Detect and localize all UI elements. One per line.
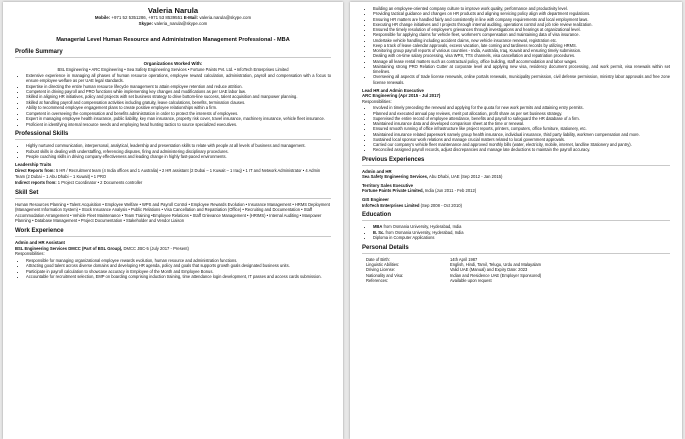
- detail-key: References:: [366, 278, 389, 284]
- arc-bullets: [362, 105, 670, 152]
- education-bullets: [362, 224, 670, 240]
- section-divider: [15, 57, 331, 58]
- work-bullets: [15, 258, 331, 280]
- responsibilities-label: Responsibilities:: [362, 98, 392, 104]
- list-item: • Manage all lease rental matters such as contractual policy, office building, staff accommodation and labor wages.: [373, 59, 670, 64]
- skype-label: Skype:: [138, 21, 154, 26]
- section-divider: [362, 220, 670, 221]
- list-item: [373, 235, 670, 240]
- indirect-reports: [15, 180, 331, 186]
- section-title-education: Education: [362, 212, 392, 219]
- table-row: [366, 278, 541, 283]
- job-company: BSL Engineering Services DMCC (Part of BSL Group),: [15, 245, 123, 251]
- list-item: • Expertise in directing the entire human resource lifecycle management to attain employee retention and reduce attrition.: [26, 84, 331, 89]
- section-title-personal-details: Personal Details: [362, 244, 409, 251]
- list-item: • Undertake vehicle handling including accident claims, new vehicle insurance renewal, registration etc.: [373, 38, 670, 43]
- section-title-skill-set: Skill Set: [15, 189, 39, 196]
- list-item: • Skilled in aligning HR initiatives, policy and projects with set business strategy to drive bottom-line success, talent acquisition and manpower planning.: [26, 94, 331, 99]
- indirect-reports-value: 1 Project Coordinator • 2 Documents controller: [57, 180, 143, 186]
- list-item: • Highly nurtured communication, interpersonal, analytical, leadership and presentation skills to relate with people at all levels of business and management.: [26, 143, 331, 148]
- arc-role: Lead HR and Admin Executive: [362, 87, 424, 93]
- skype-line: [15, 21, 331, 27]
- list-item: • Responsible for managing organizational employee rewards evolution, human resource and administration functions.: [26, 258, 331, 263]
- section-divider: [15, 139, 331, 140]
- indirect-reports-label: Indirect reports from:: [15, 180, 57, 186]
- prev-role: GIS Engineer: [362, 197, 389, 203]
- degree-name: B. Sc.: [373, 229, 385, 235]
- detail-key: Driving License:: [366, 267, 396, 273]
- detail-value: English, Hindi, Tamil, Telugu, Urdu and Malayalam: [450, 262, 542, 268]
- list-item: • Attracting good talent across diverse domains and developing HR agenda, policy and goals that supports growth goals designated business units.: [26, 263, 331, 268]
- skill-set-text: Human Resources Planning • Talent Acquisition • Employee Welfare • WPS and Payroll Control • Employee Rewards Evolution • Insurance Management • HRMS Deployment (Management Information System) • Stock Insurance Analysis • Public Relations • Visa Cancellation and Repatriation (Office) • Recruiting and Documentation • Staff Accommodation Arrangement • Vehicle Fleet Maintenance • Team Training •Employee Relations • Staff Grievance Management • (HRIMS) • Internal Auditing • Manpower Planning • Database Management • Project Documentation • Stakeholder and Vendor Liaison: [15, 201, 330, 224]
- list-item: • Ability to recommend employee engagement plans to create positive employee relationships within a firm.: [26, 105, 331, 110]
- prev-company-detail: India (Jun 2011 - Feb 2012): [424, 188, 477, 194]
- section-divider: [15, 198, 331, 199]
- degree-detail: from Osmania University, Hyderabad, India: [383, 224, 462, 230]
- prev-role: Territory Sales Executive: [362, 182, 414, 188]
- candidate-name: Valeria Narula: [147, 6, 199, 15]
- section-title-leadership: Leadership Traits: [15, 162, 52, 168]
- degree-name: MBA: [373, 224, 383, 230]
- section-title-professional-skills: Professional Skills: [15, 131, 69, 138]
- email-value[interactable]: valeria.narula@skype.com: [199, 15, 252, 20]
- prev-company: Fortune Paints Private Limited,: [362, 188, 424, 194]
- list-item: • Expert in managing employee health insurance, public liability, key man insurance, property risk cover, travel insurance, machinery insurance, vehicle fleet insurance.: [26, 116, 331, 121]
- list-item: • Competent in driving payroll and PRO functions while implementing key changes and modifications as per UAE labor law.: [26, 89, 331, 94]
- organizations-title: Organizations Worked With:: [143, 61, 203, 66]
- list-item: • Participate in payroll calculation to showcase accuracy in Employee of the Month and Employee Bonus.: [26, 269, 331, 274]
- section-title-previous-experiences: Previous Experiences: [362, 156, 425, 163]
- list-item: • Building an employee-oriented company culture to improve work quality, performance and productivity level.: [373, 6, 670, 11]
- detail-value: Indian and Residence UAE (Employer Sponsored): [450, 272, 542, 278]
- mobile-label: Mobile:: [94, 15, 111, 20]
- prev-role: Admin and HR: [362, 168, 392, 174]
- detail-key: Linguistic Abilities:: [366, 262, 400, 268]
- section-divider: [362, 253, 670, 254]
- direct-reports-value: 5 HR / Recruitment team (4 India offices and 1 Australia) • 2 HR assistant (2 Dubai – 1 Kuwait – 1 Iraq) • 1 IT and Network Administrator • 4 Admin Team (2 Dubai – 1 Abu Dhabi – 1 Kuwait) • 1 PRO: [15, 168, 321, 179]
- list-item: • Involved in timely preceding the renewal and applying for the quota for new work permits and attaining entry permits.: [373, 105, 670, 110]
- skype-value: valeria_narula@skype.com: [154, 21, 208, 26]
- list-item: • Maintaining strong PRO Relation Cutter at corporate level and applying new visa, residency document processing, and work permit, visa renewals within set timelines.: [373, 64, 670, 75]
- section-divider: [362, 165, 670, 166]
- email-label: E-Mail:: [183, 15, 199, 20]
- list-item: • Planned and executed annual pay reviews, merit pot allocation, profit share as per set business strategy.: [373, 111, 670, 116]
- list-item: • People coaching skills in driving company effectiveness and leading change in highly fast-paced environments.: [26, 154, 331, 159]
- headline: Managerial Level Human Resource and Administration Management Professional - MBA: [56, 37, 290, 43]
- resume-page-1: [3, 2, 343, 439]
- professional-skills-bullets: [15, 143, 331, 159]
- list-item: • Monitoring group payroll reports of various countries - India, Australia, Iraq, Kuwait and ensuring timely submission.: [373, 48, 670, 53]
- job-company-detail: DMCC JBC-5 (July 2017 - Present): [123, 245, 189, 251]
- section-divider: [15, 236, 331, 237]
- mobile-value: +971 52 5351286, +971 53 8539551: [111, 15, 183, 20]
- personal-details-table: [366, 257, 541, 284]
- continued-responsibilities: [362, 6, 670, 85]
- detail-key: Date of Birth:: [366, 256, 390, 262]
- prev-company-detail: (Sep 2008 - Oct 2010): [420, 202, 463, 208]
- detail-value: Available upon request: [450, 278, 492, 284]
- degree-detail: from Osmania University, Hyderabad, India: [385, 229, 464, 235]
- list-item: • Maintained insurance data and developed comparison sheet at the time or renewal.: [373, 121, 670, 126]
- prev-company-detail: Abu Dhabi, UAE (Sep 2012 - Jan 2015): [429, 174, 503, 180]
- list-item: • Skilled at handling payroll and compensation activities including gratuity, leave calculations, benefits, termination clauses.: [26, 100, 331, 105]
- prev-company: Sea Safety Engineering Services,: [362, 174, 429, 180]
- detail-value: Valid UAE (Manual) and Expiry Date: 2023: [450, 267, 528, 273]
- arc-company: ARC Engineering (Apr 2015 - Jul 2017): [362, 93, 441, 99]
- direct-reports-label: Direct Reports from:: [15, 168, 55, 174]
- list-item: • Proficient in identifying internal resource needs and employing head hunting tactics to source specialized executives.: [26, 122, 331, 127]
- list-item: • Providing tactical guidance and changes on HR products and aligning servicing policy align with department regulations.: [373, 11, 670, 16]
- direct-reports: [15, 168, 331, 179]
- list-item: • Competent in overseeing the compensation and benefits administration in order to protect the interests of employees.: [26, 111, 331, 116]
- section-title-profile: Profile Summary: [15, 49, 63, 55]
- section-title-work-experience: Work Experience: [15, 227, 64, 234]
- list-item: • Keep a track of leave calendar approvals, excess vacation, late coming and tardiness records by utilizing HRMS.: [373, 43, 670, 48]
- list-item: • Robust skills in dealing with understaffing, referencing disputes, firing and administering disciplinary procedures.: [26, 149, 331, 154]
- list-item: • Accountable for recruitment selection, EMP on boarding comprising induction training, time attendance login development, IT passes and access cards submission.: [26, 274, 331, 279]
- responsibilities-label: Responsibilities:: [15, 251, 45, 257]
- list-item: • Extensive experience in managing all phases of human resource operations, employee reward calculation, administration, payroll and compensation with a focus to ensure employee welfare as per UAE legal standards.: [26, 73, 331, 84]
- list-item: • Ensuring HR matters are handled fairly and consistently in line with company requirements and local employment laws.: [373, 17, 670, 22]
- list-item: • Maintained insurance related paperwork namely group health insurance, individual insurance, third party liability, workmen compensation and more.: [373, 132, 670, 137]
- list-item: • Reconciled assigned payroll records, adjust discrepancies and manage late deductions to maintain the payroll accuracy.: [373, 147, 670, 152]
- list-item: • Supervised the entire record of employee attendance, benefits and payroll to safeguard the HR database of a firm.: [373, 116, 670, 121]
- profile-bullets: [15, 73, 331, 128]
- resume-page-2: [350, 2, 682, 439]
- degree-detail: Diploma in Computer Applications: [373, 235, 435, 241]
- list-item: • Ensured the timely resolution of employee's grievances through investigations and hearings at organizational level.: [373, 27, 670, 32]
- list-item: • Carried our company's vehicle fleet maintenance and approved monthly bills (water, electricity, mobile, internet, landline Stationery and pantry).: [373, 142, 670, 147]
- list-item: • Overseeing all aspects of trade license renewals, online portals renewals, municipality permission, civil defense permission, ministry labor approvals and free zone license renewals.: [373, 74, 670, 85]
- detail-key: Nationality and Visa:: [366, 272, 404, 278]
- job-role: Admin and HR Assistant: [15, 239, 65, 245]
- list-item: • Responsible for applying claims for vehicle fleet, workmen's compensation and maintaining data of visa insurance.: [373, 32, 670, 37]
- prev-company: InfoTech Enterprises Limited: [362, 202, 420, 208]
- list-item: • Sustained local sponsor work relations and manage crucial matters related to local government approvals.: [373, 137, 670, 142]
- detail-value: 14th April 1987: [450, 256, 478, 262]
- list-item: • Dealing with on-time salary processing, visa WPS, TTS channels, visa cancellation and repatriation procedures.: [373, 53, 670, 58]
- organizations-list: BSL Engineering • ARC Engineering • Sea Safety Engineering Services • Fortune Paints Pvt. Ltd. • InfoTech Enterprises Limited: [57, 67, 289, 72]
- prev-company-line: [362, 203, 670, 209]
- list-item: • Executing HR change initiatives and I projects through internal auditing, operations control and job role review realization.: [373, 22, 670, 27]
- list-item: • Ensured smooth running of office infrastructure like project reports, printers, computers, office furniture, stationery, etc.: [373, 126, 670, 131]
